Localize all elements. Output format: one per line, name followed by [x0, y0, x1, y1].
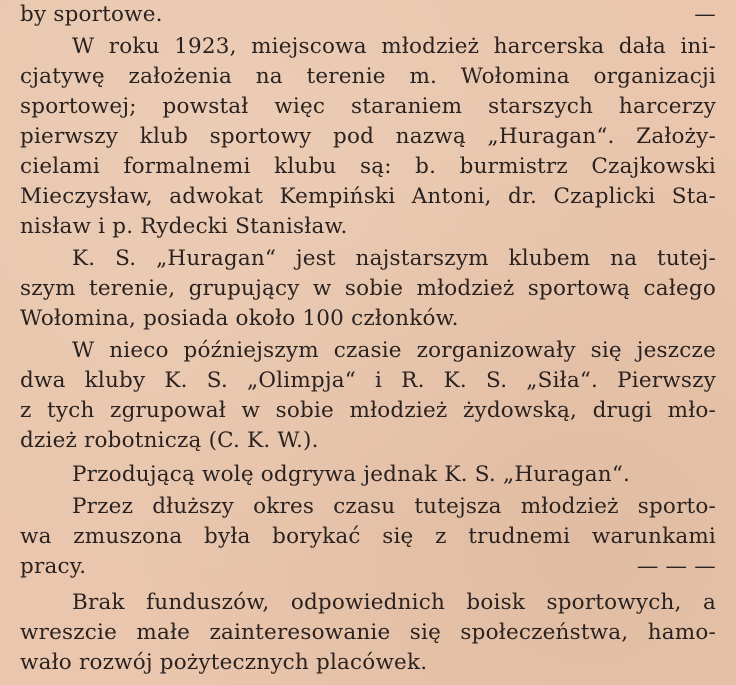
text-line-12: W nieco późniejszym czasie zorganizowały się jeszcze — [72, 338, 716, 363]
text-line-11: Wołomina, posiada około 100 członków. — [20, 306, 459, 331]
text-line-21: wreszcie małe zainteresowanie się społeczeństwa, hamo- — [20, 620, 716, 645]
text-line-16: Przodującą wolę odgrywa jednak K. S. „Huragan“. — [72, 462, 631, 487]
separator-dash-after-pracy: — — — — [636, 554, 716, 579]
text-line-17: Przez dłuższy okres czasu tutejsza młodzież sporto- — [72, 494, 716, 519]
text-line-9: K. S. „Huragan“ jest najstarszym klubem na tutej- — [72, 246, 716, 271]
text-line-2: W roku 1923, miejscowa młodzież harcerska dała ini- — [72, 34, 716, 59]
text-line-3: cjatywę założenia na terenie m. Wołomina organizacji — [20, 64, 716, 89]
text-line-6: cielami formalnemi klubu są: b. burmistrz Czajkowski — [20, 154, 716, 179]
text-line-5: pierwszy klub sportowy pod nazwą „Huragan“. Założy- — [20, 124, 716, 149]
text-line-22: wało rozwój pożytecznych placówek. — [20, 650, 428, 675]
text-line-19: pracy. — [20, 554, 87, 579]
text-line-14: z tych zgrupował w sobie młodzież żydowską, drugi mło- — [20, 398, 716, 423]
text-line-13: dwa kluby K. S. „Olimpja“ i R. K. S. „Siła“. Pierwszy — [20, 368, 716, 393]
text-line-20: Brak funduszów, odpowiednich boisk sportowych, a — [72, 590, 716, 615]
text-line-10: szym terenie, grupujący w sobie młodzież sportową całego — [20, 276, 716, 301]
text-line-15: dzież robotniczą (C. K. W.). — [20, 428, 319, 453]
text-line-7: Mieczysław, adwokat Kempiński Antoni, dr. Czaplicki Sta- — [20, 184, 716, 209]
text-line-1: by sportowe. — [20, 2, 163, 27]
text-line-18: wa zmuszona była borykać się z trudnemi warunkami — [20, 524, 716, 549]
separator-dash-top: — — [694, 2, 716, 27]
text-line-4: sportowej; powstał więc staraniem starszych harcerzy — [20, 94, 716, 119]
text-line-8: nisław i p. Rydecki Stanisław. — [20, 214, 348, 239]
